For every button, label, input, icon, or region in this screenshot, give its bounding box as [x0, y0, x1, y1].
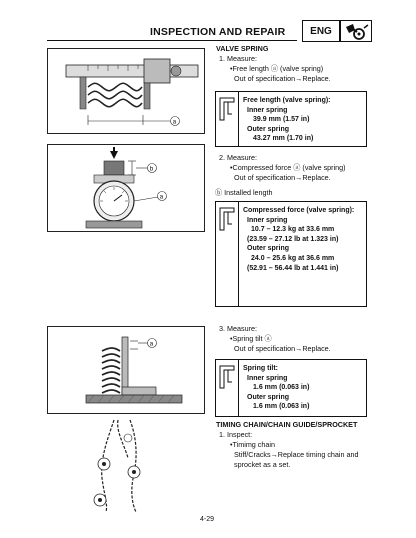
- spec1-inner-value: 39.9 mm (1.57 in): [253, 116, 310, 124]
- spec3-title: Spring tilt:: [243, 365, 278, 372]
- step2-label: 2. Measure:: [219, 153, 257, 162]
- spec3-inner-label: Inner spring: [247, 374, 288, 382]
- step3-item: •Spring tilt ⓐ: [230, 334, 272, 343]
- spec1-inner-label: Inner spring: [247, 106, 288, 114]
- label-a: a: [172, 119, 177, 126]
- timing-note2: sprocket as a set.: [234, 460, 291, 469]
- spec2-inner-label: Inner spring: [247, 216, 288, 224]
- section-heading-timing-chain: TIMING CHAIN/CHAIN GUIDE/SPROCKET: [216, 420, 358, 429]
- timing-step1-label: 1. Inspect:: [219, 430, 253, 439]
- section-heading-valve-spring: VALVE SPRING: [216, 44, 269, 53]
- timing-item: •Timimg chain: [230, 440, 275, 449]
- step2-note: Out of specification→Replace.: [234, 173, 331, 182]
- spec-box-compressed-force: [215, 201, 367, 307]
- step1-label: 1. Measure:: [219, 54, 257, 63]
- page-number: 4-29: [200, 516, 215, 523]
- spec3-outer-value: 1.6 mm (0.063 in): [253, 403, 310, 411]
- figure-compressed-force: [47, 144, 205, 232]
- spec2-outer-value1: 24.0 – 25.6 kg at 36.6 mm: [251, 254, 335, 262]
- spec2-inner-value1: 10.7 – 12.3 kg at 33.6 mm: [251, 226, 335, 234]
- caliper-icon: [216, 360, 239, 416]
- installed-length-note: ⓑ Installed length: [215, 188, 273, 197]
- figure-spring-tilt: [47, 326, 205, 414]
- label-a2: a: [159, 194, 164, 201]
- step3-label: 3. Measure:: [219, 324, 257, 333]
- spec2-outer-label: Outer spring: [247, 245, 290, 253]
- spec-box-spring-tilt: [215, 359, 367, 417]
- spec3-inner-value: 1.6 mm (0.063 in): [253, 384, 310, 392]
- step1-note: Out of specification→Replace.: [234, 74, 331, 83]
- spec1-outer-label: Outer spring: [247, 125, 290, 133]
- figure-timing-chain: [78, 418, 198, 512]
- spec2-inner-value2: (23.59 – 27.12 lb at 1.323 in): [247, 235, 339, 243]
- step1-item: •Free length ⓐ (valve spring): [230, 64, 324, 73]
- engine-icon: [340, 20, 372, 42]
- header-rule: [47, 40, 297, 41]
- eng-badge: ENG: [302, 20, 340, 42]
- spec3-outer-label: Outer spring: [247, 393, 290, 401]
- spec2-outer-value2: (52.91 – 56.44 lb at 1.441 in): [247, 264, 339, 272]
- spec1-title: Free length (valve spring):: [243, 97, 331, 104]
- caliper-icon: [216, 92, 239, 146]
- figure-free-length: [47, 48, 205, 134]
- page-title: INSPECTION AND REPAIR: [150, 26, 286, 38]
- step3-note: Out of specification→Replace.: [234, 344, 331, 353]
- label-a3: a: [149, 341, 154, 348]
- spec2-title: Compressed force (valve spring):: [243, 207, 355, 214]
- step2-item: •Compressed force ⓐ (valve spring): [230, 163, 346, 172]
- spec-box-free-length: [215, 91, 367, 147]
- spec1-outer-value: 43.27 mm (1.70 in): [253, 135, 314, 143]
- caliper-icon: [216, 202, 239, 306]
- label-b: b: [149, 166, 154, 173]
- timing-note1: Stiff/Cracks→Replace timing chain and: [234, 450, 359, 459]
